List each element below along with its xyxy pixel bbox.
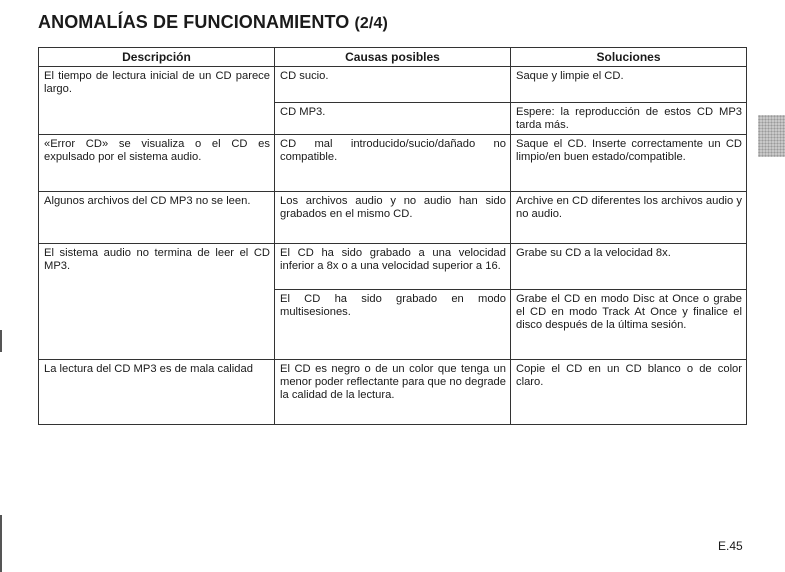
table-header-row	[39, 48, 747, 67]
solution-cell: Saque y limpie el CD.	[511, 67, 747, 103]
table-row	[39, 360, 747, 425]
page-title-text: ANOMALÍAS DE FUNCIONAMIENTO	[38, 12, 350, 32]
page-edge-mark	[0, 330, 2, 352]
page-title	[38, 12, 388, 33]
page-part-indicator: (2/4)	[354, 15, 388, 32]
solution-cell: Copie el CD en un CD blanco o de color claro.	[511, 360, 747, 425]
table-row	[39, 67, 747, 103]
table-row	[39, 244, 747, 290]
solution-cell: Espere: la reproducción de estos CD MP3 tarda más.	[511, 103, 747, 135]
page-number: E.45	[718, 539, 743, 553]
description-cell: «Error CD» se visualiza o el CD es expulsado por el sistema audio.	[39, 135, 275, 192]
cause-cell: CD mal introducido/sucio/dañado no compatible.	[275, 135, 511, 192]
cause-cell: CD MP3.	[275, 103, 511, 135]
solution-cell: Archive en CD diferentes los archivos audio y no audio.	[511, 192, 747, 244]
description-cell: El sistema audio no termina de leer el CD MP3.	[39, 244, 275, 360]
column-header-description: Descripción	[39, 48, 275, 67]
page-edge-mark	[0, 515, 2, 572]
solution-cell: Grabe su CD a la velocidad 8x.	[511, 244, 747, 290]
cause-cell: El CD ha sido grabado a una velocidad inferior a 8x o a una velocidad superior a 16.	[275, 244, 511, 290]
troubleshooting-table	[38, 47, 747, 425]
cause-cell: Los archivos audio y no audio han sido grabados en el mismo CD.	[275, 192, 511, 244]
description-cell: La lectura del CD MP3 es de mala calidad	[39, 360, 275, 425]
description-cell: Algunos archivos del CD MP3 no se leen.	[39, 192, 275, 244]
table-row	[39, 192, 747, 244]
description-cell: El tiempo de lectura inicial de un CD parece largo.	[39, 67, 275, 135]
solution-cell: Grabe el CD en modo Disc at Once o grabe el CD en modo Track At Once y finalice el disco después de la última sesión.	[511, 290, 747, 360]
column-header-solutions: Soluciones	[511, 48, 747, 67]
cause-cell: CD sucio.	[275, 67, 511, 103]
cause-cell: El CD ha sido grabado en modo multisesiones.	[275, 290, 511, 360]
column-header-causes: Causas posibles	[275, 48, 511, 67]
solution-cell: Saque el CD. Inserte correctamente un CD limpio/en buen estado/compatible.	[511, 135, 747, 192]
table-row	[39, 135, 747, 192]
section-thumb-tab	[758, 115, 785, 157]
cause-cell: El CD es negro o de un color que tenga un menor poder reflectante para que no degrade la calidad de la lectura.	[275, 360, 511, 425]
